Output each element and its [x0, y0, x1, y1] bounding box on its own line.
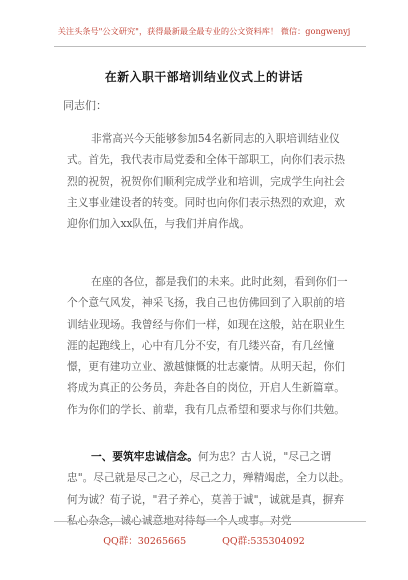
paragraph-2-text: 在座的各位，都是我们的未来。此时此刻，看到你们一个个意气风发，神采飞扬，我自己也仿佛回到了入职前的培训结业现场。我曾经与你们一样，如现在这般，站在职业生涯的起跑线上，心中有几分不安，有几缕兴奋，有几丝憧憬，更有建功立业、激越慷慨的壮志豪情。从明天起，你们将成为真正的公务员，奔赴各自的岗位，开启人生新篇章。作为你们的学长、前辈，我有几点希望和要求与你们共勉。 [67, 275, 348, 416]
footer-qq-group-1: QQ群：30265665 [103, 536, 187, 547]
footer-qq-group-2: QQ群:535304092 [222, 536, 305, 547]
header-divider [54, 46, 366, 47]
section-1-heading: 一、要筑牢忠诚信念。 [91, 450, 198, 463]
paragraph-2 [67, 271, 350, 420]
footer-contacts [0, 533, 408, 547]
greeting: 同志们： [63, 99, 107, 112]
footer-divider [54, 521, 366, 522]
paragraph-3 [67, 446, 350, 531]
paragraph-1 [67, 128, 350, 234]
section-1-text: 何为忠？古人说，"尽己之谓忠"。尽己就是尽己之心，尽己之力，殚精竭虑，全力以赴。何为诚？荀子说，"君子养心，莫善于诚"，诚就是真，摒弃私心杂念，诚心诚意地对待每一个人或事。对党 [67, 450, 350, 527]
document-title: 在新入职干部培训结业仪式上的讲话 [104, 70, 304, 84]
paragraph-1-text: 非常高兴今天能够参加54名新同志的入职培训结业仪式。首先，我代表市局党委和全体干部职工，向你们表示热烈的祝贺，祝贺你们顺利完成学业和培训，完成学生向社会主义事业建设者的转变。同时也向你们表示热烈的欢迎，欢迎你们加入xx队伍，与我们并肩作战。 [67, 132, 345, 231]
header-promo-note: 关注头条号"公文研究"，获得最新最全最专业的公文资料库！ 微信：gongwenyj [57, 26, 351, 36]
